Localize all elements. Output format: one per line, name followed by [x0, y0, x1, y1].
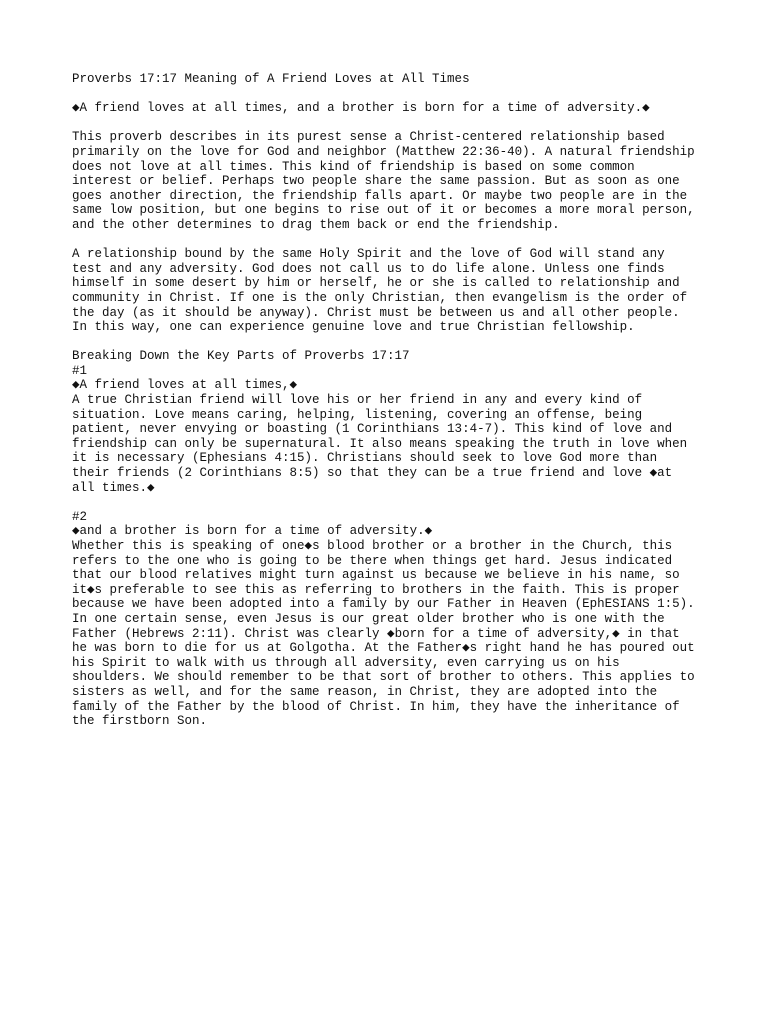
paragraph-line: In one certain sense, even Jesus is our great older brother who is one with the — [72, 611, 665, 626]
paragraph-line: Whether this is speaking of one◆s blood brother or a brother in the Church, this — [72, 539, 673, 553]
paragraph-line: goes another direction, the friendship falls apart. Or maybe two people are in the — [72, 188, 688, 203]
paragraph-line: the day (as it should be anyway). Christ must be between us and all other people. — [72, 305, 680, 320]
second-paragraph — [72, 247, 712, 335]
spacer — [72, 495, 712, 510]
paragraph-line: family of the Father by the blood of Christ. In him, they have the inheritance of — [72, 699, 680, 714]
paragraph-line: Father (Hebrews 2:11). Christ was clearly ◆born for a time of adversity,◆ in that — [72, 626, 680, 641]
paragraph-line: This proverb describes in its purest sense a Christ-centered relationship based — [72, 130, 665, 145]
spacer — [72, 335, 712, 350]
paragraph-line: it◆s preferable to see this as referring to brothers in the faith. This is proper — [72, 582, 680, 597]
part-number: #1 — [72, 363, 88, 378]
paragraph-line: friendship can only be supernatural. It also means speaking the truth in love when — [72, 436, 688, 451]
spacer — [72, 116, 712, 131]
verse-quote: ◆A friend loves at all times, and a brother is born for a time of adversity.◆ — [72, 101, 650, 116]
paragraph-line: their friends (2 Corinthians 8:5) so that they can be a true friend and love ◆at — [72, 466, 673, 481]
document-page — [72, 72, 712, 729]
paragraph-line: because we have been adopted into a family by our Father in Heaven (EphESIANS 1:5). — [72, 597, 695, 612]
paragraph-line: all times.◆ — [72, 480, 155, 495]
part-quote: ◆and a brother is born for a time of adversity.◆ — [72, 524, 433, 539]
paragraph-line: same low position, but one begins to rise out of it or becomes a more moral person, — [72, 203, 695, 218]
intro-paragraph — [72, 130, 712, 232]
paragraph-line: sisters as well, and for the same reason, in Christ, they are adopted into the — [72, 684, 658, 699]
paragraph-line: In this way, one can experience genuine love and true Christian fellowship. — [72, 320, 635, 335]
paragraph-line: that our blood relatives might turn against us because we believe in his name, so — [72, 568, 680, 583]
paragraph-line: refers to the one who is going to be there when things get hard. Jesus indicated — [72, 553, 673, 568]
section-heading: Breaking Down the Key Parts of Proverbs 17:17 — [72, 349, 410, 364]
paragraph-line: test and any adversity. God does not call us to do life alone. Unless one finds — [72, 261, 665, 276]
paragraph-line: his Spirit to walk with us through all adversity, even carrying us on his — [72, 655, 620, 670]
part-1 — [72, 364, 712, 495]
paragraph-line: situation. Love means caring, helping, listening, covering an offense, being — [72, 407, 643, 422]
paragraph-line: he was born to die for us at Golgotha. At the Father◆s right hand he has poured out — [72, 641, 695, 656]
paragraph-line: A true Christian friend will love his or her friend in any and every kind of — [72, 393, 643, 408]
part-quote: ◆A friend loves at all times,◆ — [72, 378, 298, 393]
paragraph-line: patient, never envying or boasting (1 Corinthians 13:4-7). This kind of love and — [72, 422, 673, 437]
paragraph-line: shoulders. We should remember to be that sort of brother to others. This applies to — [72, 670, 695, 685]
paragraph-line: primarily on the love for God and neighbor (Matthew 22:36-40). A natural friendship — [72, 144, 695, 159]
paragraph-line: himself in some desert by him or herself, he or she is called to relationship and — [72, 276, 680, 291]
paragraph-line: A relationship bound by the same Holy Spirit and the love of God will stand any — [72, 247, 665, 262]
paragraph-line: interest or belief. Perhaps two people share the same passion. But as soon as one — [72, 174, 680, 189]
spacer — [72, 87, 712, 102]
document-title: Proverbs 17:17 Meaning of A Friend Loves at All Times — [72, 72, 470, 86]
paragraph-line: the firstborn Son. — [72, 714, 208, 729]
paragraph-line: community in Christ. If one is the only Christian, then evangelism is the order of — [72, 290, 688, 305]
part-2 — [72, 510, 712, 729]
spacer — [72, 233, 712, 248]
paragraph-line: it is necessary (Ephesians 4:15). Christians should seek to love God more than — [72, 451, 658, 466]
paragraph-line: and the other determines to drag them back or end the friendship. — [72, 217, 560, 232]
part-number: #2 — [72, 509, 88, 524]
paragraph-line: does not love at all times. This kind of friendship is based on some common — [72, 159, 635, 174]
